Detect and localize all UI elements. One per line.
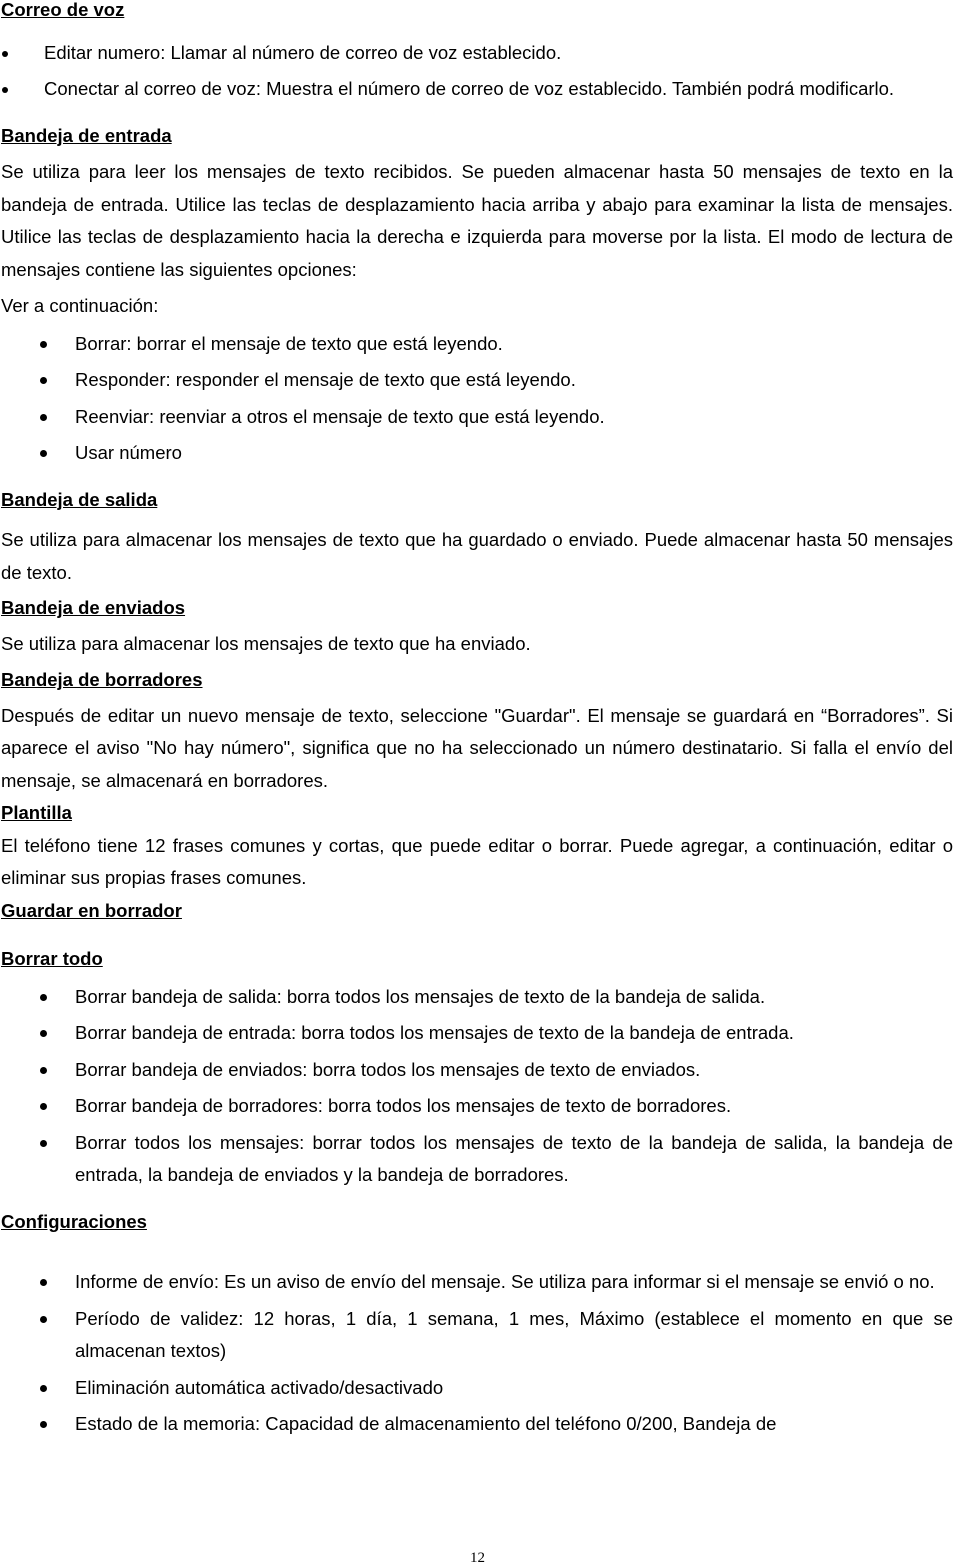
heading-borrar-todo: Borrar todo xyxy=(1,948,103,969)
heading-bandeja-de-borradores: Bandeja de borradores xyxy=(1,669,203,690)
template-paragraph: El teléfono tiene 12 frases comunes y cortas, que puede editar o borrar. Puede agregar, a continuación, editar o eliminar sus propias frases comunes. xyxy=(1,834,953,888)
list-item: Informe de envío: Es un aviso de envío del mensaje. Se utiliza para informar si el mensaje se envió o no. xyxy=(1,1266,953,1299)
list-item: Período de validez: 12 horas, 1 día, 1 semana, 1 mes, Máximo (establece el momento en que se almacenan textos) xyxy=(1,1303,953,1368)
list-item: Conectar al correo de voz: Muestra el número de correo de voz establecido. También podrá modificarlo. xyxy=(1,73,953,106)
list-item: Eliminación automática activado/desactivado xyxy=(1,1372,953,1405)
outbox-paragraph: Se utiliza para almacenar los mensajes de texto que ha guardado o enviado. Puede almacenar hasta 50 mensajes de texto. xyxy=(1,529,953,583)
list-item: Borrar bandeja de salida: borra todos los mensajes de texto de la bandeja de salida. xyxy=(1,981,953,1014)
list-item: Responder: responder el mensaje de texto que está leyendo. xyxy=(1,364,953,397)
heading-bandeja-de-enviados: Bandeja de enviados xyxy=(1,597,186,618)
settings-list xyxy=(1,1266,953,1441)
list-item: Borrar bandeja de enviados: borra todos los mensajes de texto de enviados. xyxy=(1,1054,953,1087)
list-item: Usar número xyxy=(1,437,953,470)
list-item: Reenviar: reenviar a otros el mensaje de texto que está leyendo. xyxy=(1,401,953,434)
list-item: Borrar: borrar el mensaje de texto que está leyendo. xyxy=(1,328,953,361)
inbox-paragraph: Se utiliza para leer los mensajes de texto recibidos. Se pueden almacenar hasta 50 mensajes de texto en la bandeja de entrada. Utilice las teclas de desplazamiento hacia arriba y abajo para examinar la lista de mensajes. Utilice las teclas de desplazamiento hacia la derecha e izquierda para moverse por la lista. El modo de lectura de mensajes contiene las siguientes opciones: xyxy=(1,161,953,280)
heading-correo-de-voz: Correo de voz xyxy=(1,0,125,20)
heading-bandeja-de-entrada: Bandeja de entrada xyxy=(1,124,172,146)
list-item: Borrar todos los mensajes: borrar todos los mensajes de texto de la bandeja de salida, la bandeja de entrada, la bandeja de enviados y la bandeja de borradores. xyxy=(1,1127,953,1192)
heading-bandeja-de-salida: Bandeja de salida xyxy=(1,488,158,510)
inbox-intro: Ver a continuación: xyxy=(1,295,159,316)
heading-configuraciones: Configuraciones xyxy=(1,1210,147,1232)
drafts-paragraph: Después de editar un nuevo mensaje de texto, seleccione "Guardar". El mensaje se guardará en “Borradores”. Si aparece el aviso "No hay número", significa que no ha seleccionado un número destinatario. Si falla el envío del mensaje, se almacenará en borradores. xyxy=(1,704,953,791)
list-item: Editar numero: Llamar al número de correo de voz establecido. xyxy=(1,37,953,70)
sent-paragraph: Se utiliza para almacenar los mensajes de texto que ha enviado. xyxy=(1,632,531,654)
heading-plantilla: Plantilla xyxy=(1,802,72,823)
page-content xyxy=(1,0,953,1445)
list-item: Borrar bandeja de borradores: borra todos los mensajes de texto de borradores. xyxy=(1,1090,953,1123)
list-item: Borrar bandeja de entrada: borra todos los mensajes de texto de la bandeja de entrada. xyxy=(1,1017,953,1050)
heading-guardar-en-borrador: Guardar en borrador xyxy=(1,899,182,921)
page-number: 12 xyxy=(470,1550,485,1566)
voicemail-list xyxy=(1,37,953,106)
list-item: Estado de la memoria: Capacidad de almacenamiento del teléfono 0/200, Bandeja de xyxy=(1,1408,953,1441)
inbox-options-list xyxy=(1,328,953,470)
delete-all-list xyxy=(1,981,953,1192)
